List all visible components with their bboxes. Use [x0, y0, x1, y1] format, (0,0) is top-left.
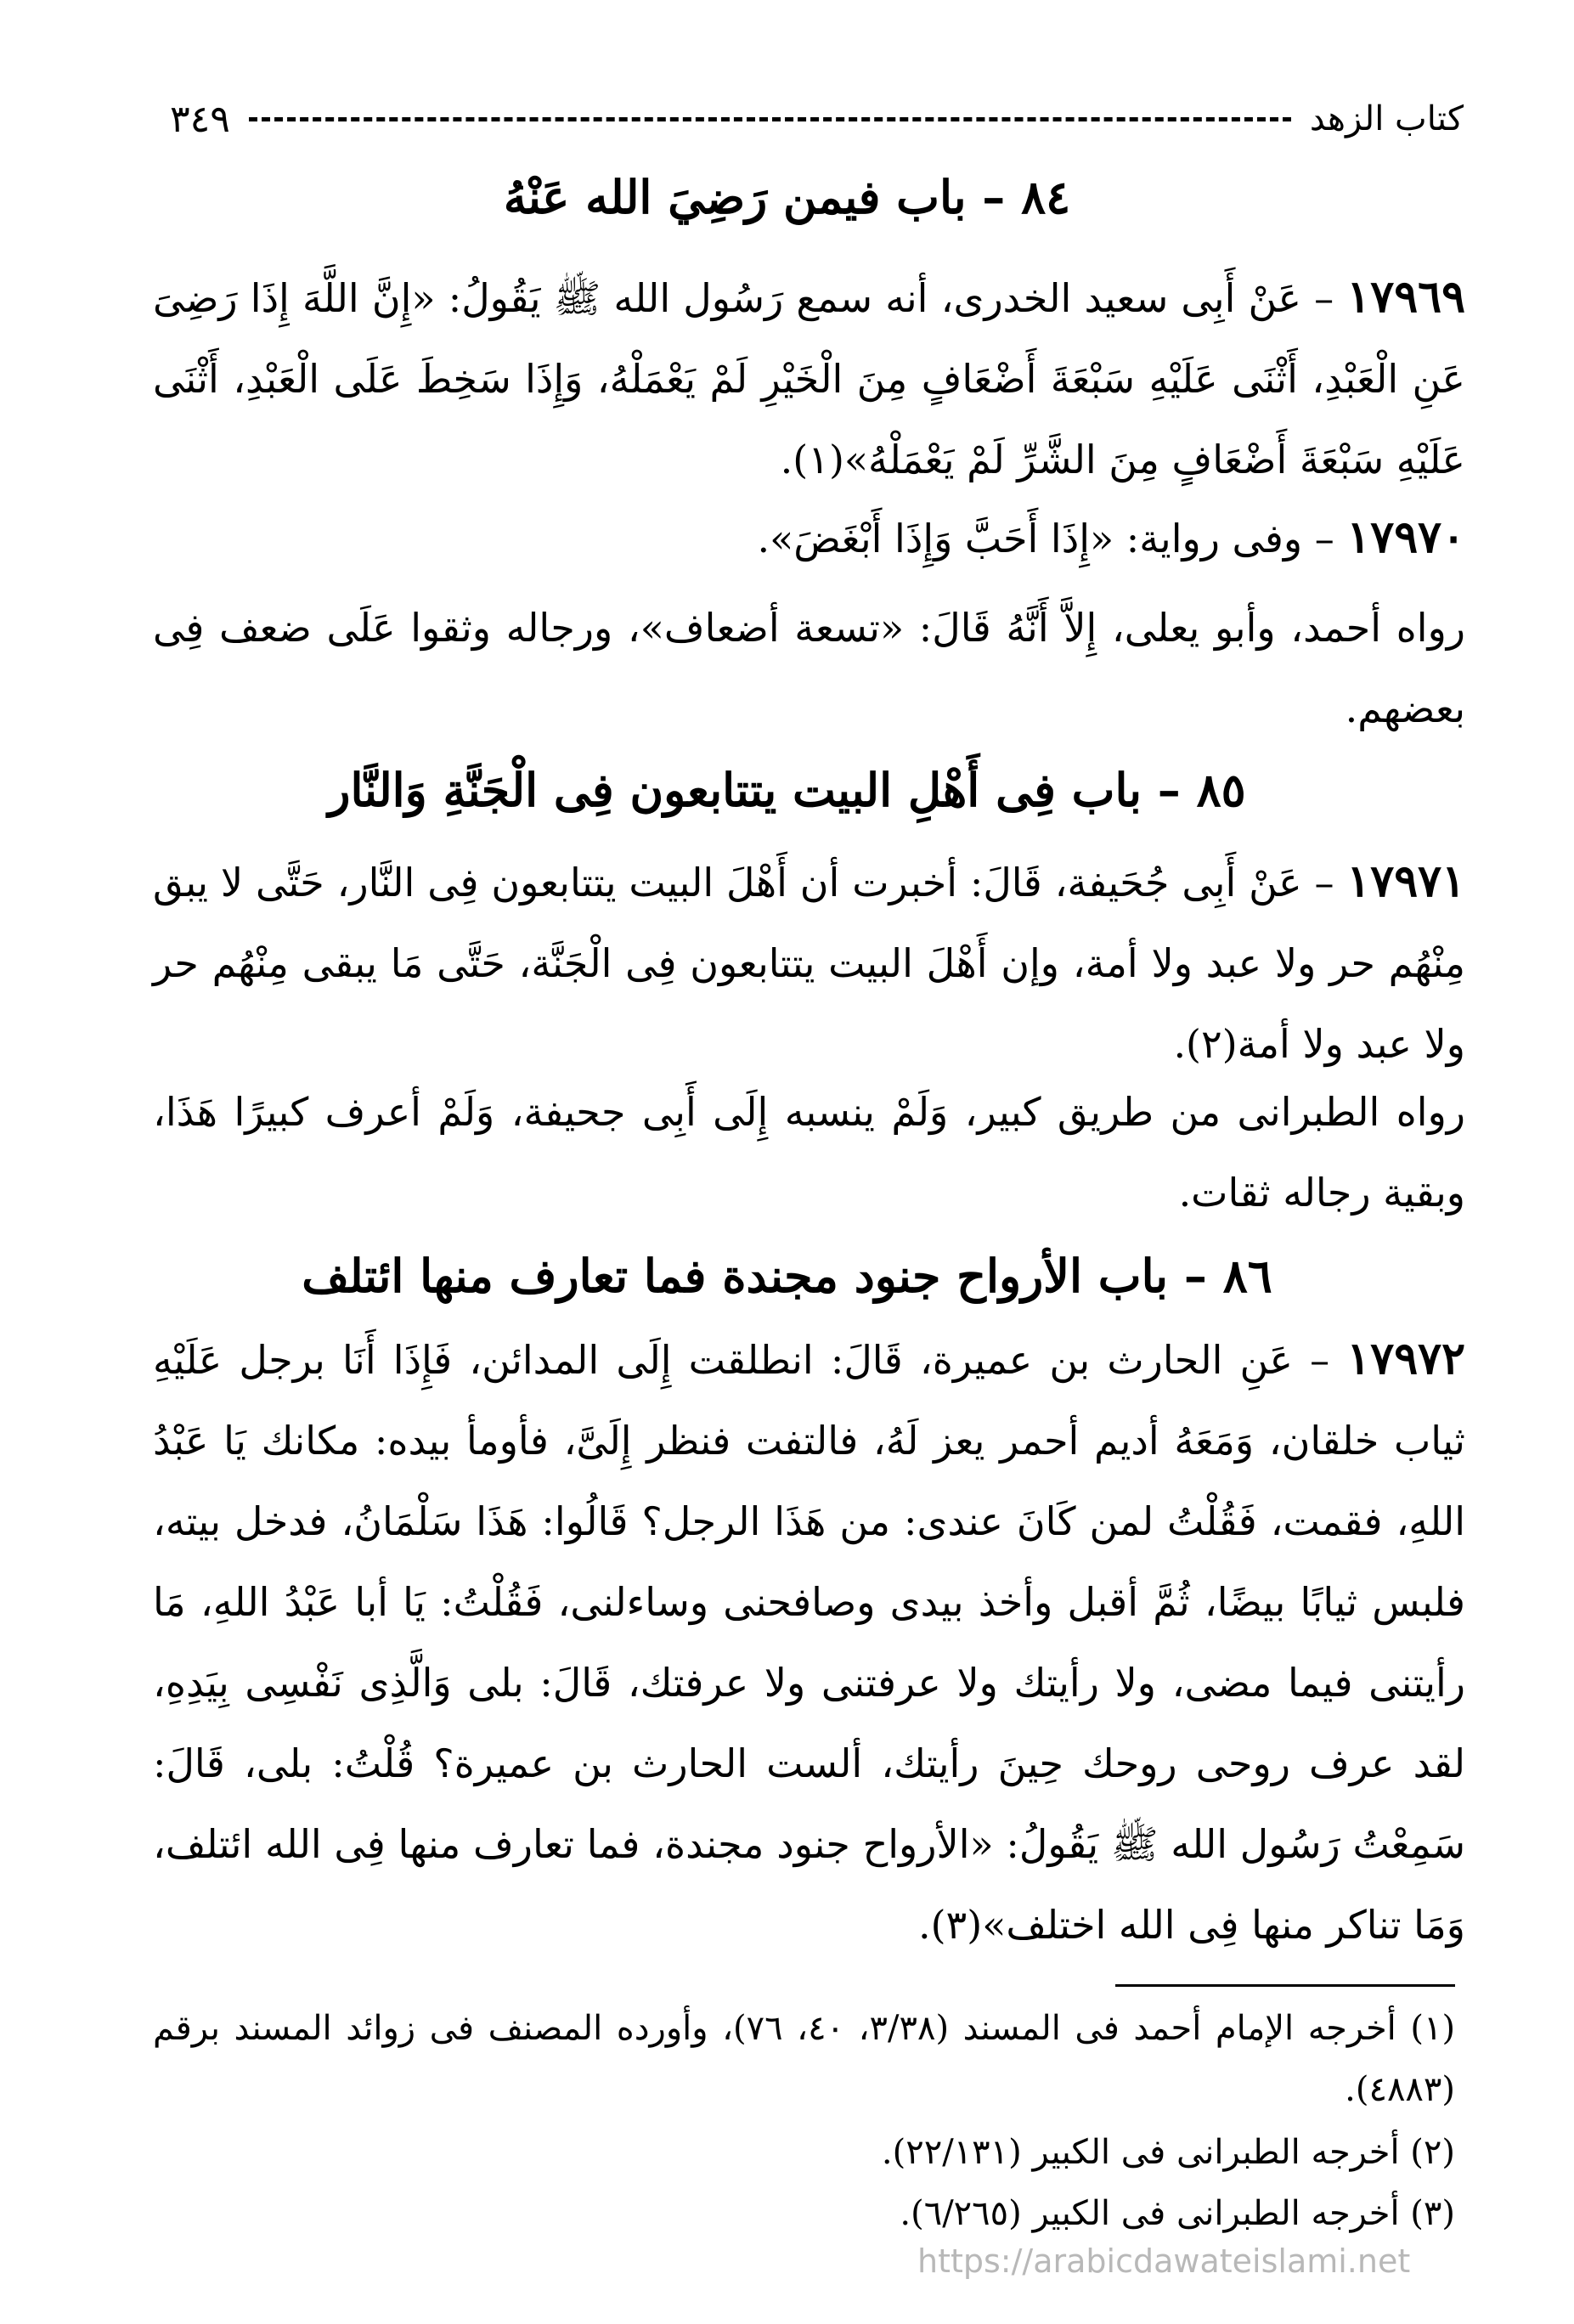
- footnote-1: (١) أخرجه الإمام أحمد فى المسند (٣/٣٨، ٤٠، ٧٦)، وأورده المصنف فى زوائد المسند برقم (٤٨٨٣).: [153, 2009, 1456, 2109]
- hadith-17972: [153, 1318, 1465, 1966]
- header-dashed-rule: [249, 117, 1291, 121]
- section-heading-85: ٨٥ – باب فِى أَهْلِ البيت يتتابعون فِى الْجَنَّةِ وَالنَّار: [328, 763, 1246, 817]
- book-title: كتاب الزهد: [1309, 99, 1464, 138]
- footnote-2: (٢) أخرجه الطبرانى فى الكبير (٢٢/١٣١).: [881, 2133, 1455, 2172]
- section-heading-86: ٨٦ – باب الأرواح جنود مجندة فما تعارف منها ائتلف: [302, 1249, 1272, 1303]
- hadith-text: – عَنْ أَبِى سعيد الخدرى، أنه سمع رَسُول الله ﷺ يَقُولُ: «إِنَّ اللَّهَ إِذَا رَضِىَ عَنِ الْعَبْدِ، أَثْنَى عَلَيْهِ سَبْعَةَ أَضْعَافٍ مِنَ الْخَيْرِ لَمْ يَعْمَلْهُ، وَإِذَا سَخِطَ عَلَى الْعَبْدِ، أَثْنَى عَلَيْهِ سَبْعَةَ أَضْعَافٍ مِنَ الشَّرِّ لَمْ يَعْمَلْهُ»(١).: [153, 275, 1465, 482]
- page-number: ٣٤٩: [170, 97, 230, 141]
- hadith-text: – عَنِ الحارث بن عميرة، قَالَ: انطلقت إِلَى المدائن، فَإِذَا أَنَا برجل عَلَيْهِ ثياب خلقان، وَمَعَهُ أديم أحمر يعز لَهُ، فالتفت فنظر إِلَىَّ، فأومأ بيده: مكانك يَا عَبْدُ اللهِ، فقمت، فَقُلْتُ لمن كَانَ عندى: من هَذَا الرجل؟ قَالُوا: هَذَا سَلْمَانُ، فدخل بيته، فلبس ثيابًا بيضًا، ثُمَّ أقبل وأخذ بيدى وصافحنى وساءلنى، فَقُلْتُ: يَا أبا عَبْدُ اللهِ، مَا رأيتنى فيما مضى، ولا رأيتك ولا عرفتنى ولا عرفتك، قَالَ: بلى وَالَّذِى نَفْسِى بِيَدِهِ، لقد عرف روحى روحك حِينَ رأيتك، ألست الحارث بن عميرة؟ قُلْتُ: بلى، قَالَ: سَمِعْتُ رَسُول الله ﷺ يَقُولُ: «الأرواح جنود مجندة، فما تعارف منها فِى الله ائتلف، وَمَا تناكر منها فِى الله اختلف»(٣).: [153, 1337, 1465, 1948]
- footnote-separator: [1115, 1984, 1455, 1987]
- section-heading-84: ٨٤ – باب فيمن رَضِيَ الله عَنْهُ: [503, 170, 1071, 224]
- hadith-number: ١٧٩٧١: [1346, 855, 1466, 907]
- hadith-text: – عَنْ أَبِى جُحَيفة، قَالَ: أخبرت أن أَهْلَ البيت يتتابعون فِى النَّار، حَتَّى لا يبق مِنْهُم حر ولا عبد ولا أمة، وإن أَهْلَ البيت يتتابعون فِى الْجَنَّة، حَتَّى مَا يبقى مِنْهُم حر ولا عبد ولا أمة(٢).: [153, 860, 1465, 1067]
- commentary-85: رواه الطبرانى من طريق كبير، وَلَمْ ينسبه إِلَى أَبِى جحيفة، وَلَمْ أعرف كبيرًا هَذَا، وبقية رجاله ثقات.: [153, 1089, 1465, 1216]
- commentary-84: رواه أحمد، وأبو يعلى، إِلاَّ أَنَّهُ قَالَ: «تسعة أضعاف»، ورجاله وثقوا عَلَى ضعف فِى بعضهم.: [153, 605, 1465, 731]
- hadith-17969: [153, 257, 1465, 500]
- hadith-17971: [153, 841, 1465, 1085]
- hadith-17970: [153, 497, 1465, 579]
- watermark-url: https://arabicdawateislami.net: [917, 2242, 1411, 2280]
- hadith-number: ١٧٩٧٢: [1346, 1333, 1465, 1385]
- running-header: [170, 89, 1464, 149]
- hadith-number: ١٧٩٦٩: [1346, 271, 1465, 323]
- hadith-number: ١٧٩٧٠: [1346, 511, 1465, 563]
- hadith-text: – وفى رواية: «إِذَا أَحَبَّ وَإِذَا أَبْغَضَ».: [757, 516, 1334, 561]
- footnote-3: (٣) أخرجه الطبرانى فى الكبير (٦/٢٦٥).: [900, 2194, 1455, 2233]
